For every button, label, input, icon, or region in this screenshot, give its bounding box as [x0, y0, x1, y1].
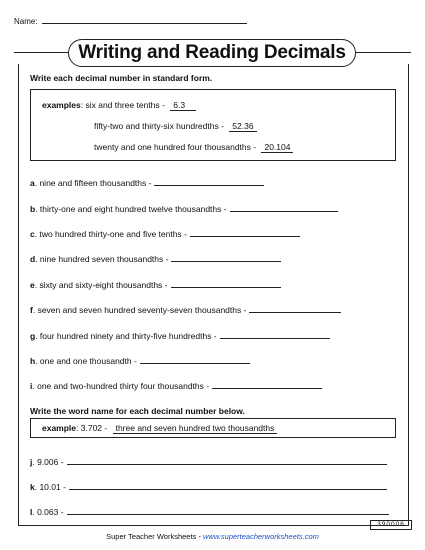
question-b [30, 203, 338, 214]
question-text: . 0.063 - [32, 507, 64, 517]
question-l [30, 506, 389, 517]
example-answer: 6.3 [170, 100, 196, 111]
part1-instruction: Write each decimal number in standard form. [30, 73, 213, 83]
example-text: : 3.702 - [76, 423, 108, 433]
question-j [30, 456, 387, 467]
answer-blank[interactable] [249, 304, 341, 313]
question-k [30, 481, 387, 492]
question-text: . 10.01 - [34, 482, 66, 492]
question-letter: a [30, 178, 35, 188]
example-answer: three and seven hundred two thousandths [113, 423, 278, 434]
example-line-3 [94, 142, 293, 153]
question-a [30, 177, 264, 188]
answer-blank[interactable] [67, 456, 387, 465]
name-blank-line[interactable] [42, 15, 247, 24]
question-text: . sixty and sixty-eight thousandths - [34, 280, 168, 290]
question-h [30, 355, 250, 366]
footer [0, 532, 425, 541]
question-letter: g [30, 331, 36, 341]
answer-blank[interactable] [171, 253, 281, 262]
example-line-1 [42, 100, 196, 111]
question-text: . nine and fifteen thousandths - [34, 178, 152, 188]
question-letter: b [30, 204, 36, 214]
page-title: Writing and Reading Decimals [68, 39, 356, 67]
footer-brand: Super Teacher Worksheets - [106, 532, 203, 541]
question-letter: c [30, 229, 35, 239]
question-text: . seven and seven hundred seventy-seven thousandths - [32, 305, 247, 315]
answer-blank[interactable] [171, 279, 281, 288]
example-line-2 [94, 121, 257, 132]
question-c [30, 228, 300, 239]
answer-blank[interactable] [230, 203, 338, 212]
answer-blank[interactable] [69, 481, 387, 490]
question-letter: i [30, 381, 33, 391]
answer-blank[interactable] [67, 506, 389, 515]
example-text: twenty and one hundred four thousandths - [94, 142, 257, 152]
example-label: example [42, 423, 77, 433]
question-text: . two hundred thirty-one and five tenths - [34, 229, 187, 239]
name-label: Name: [14, 17, 38, 26]
footer-link[interactable]: www.superteacherworksheets.com [202, 532, 319, 541]
answer-blank[interactable] [154, 177, 264, 186]
question-letter: l [30, 507, 33, 517]
example-answer: 52.36 [229, 121, 256, 132]
question-text: . four hundred ninety and thirty-five hundredths - [35, 331, 217, 341]
question-letter: e [30, 280, 35, 290]
name-field [14, 15, 247, 26]
example-text: fifty-two and thirty-six hundredths - [94, 121, 224, 131]
question-letter: k [30, 482, 35, 492]
question-letter: j [30, 457, 33, 467]
question-g [30, 330, 330, 341]
question-letter: f [30, 305, 33, 315]
question-text: . one and two-hundred thirty four thousandths - [32, 381, 210, 391]
part2-instruction: Write the word name for each decimal number below. [30, 406, 245, 416]
question-letter: h [30, 356, 36, 366]
example-text: : six and three tenths - [80, 100, 165, 110]
question-letter: d [30, 254, 36, 264]
question-text: . 9.006 - [32, 457, 64, 467]
answer-blank[interactable] [140, 355, 250, 364]
answer-blank[interactable] [212, 380, 322, 389]
question-e [30, 279, 281, 290]
question-f [30, 304, 341, 315]
examples-label: examples [42, 100, 81, 110]
answer-blank[interactable] [220, 330, 330, 339]
question-text: . one and one thousandth - [35, 356, 137, 366]
question-text: . thirty-one and eight hundred twelve thousandths - [35, 204, 227, 214]
question-text: . nine hundred seven thousandths - [35, 254, 169, 264]
example-answer: 20.104 [261, 142, 293, 153]
question-d [30, 253, 281, 264]
word-example-line [42, 423, 277, 434]
worksheet-code: 390006 [370, 520, 412, 530]
question-i [30, 380, 322, 391]
answer-blank[interactable] [190, 228, 300, 237]
